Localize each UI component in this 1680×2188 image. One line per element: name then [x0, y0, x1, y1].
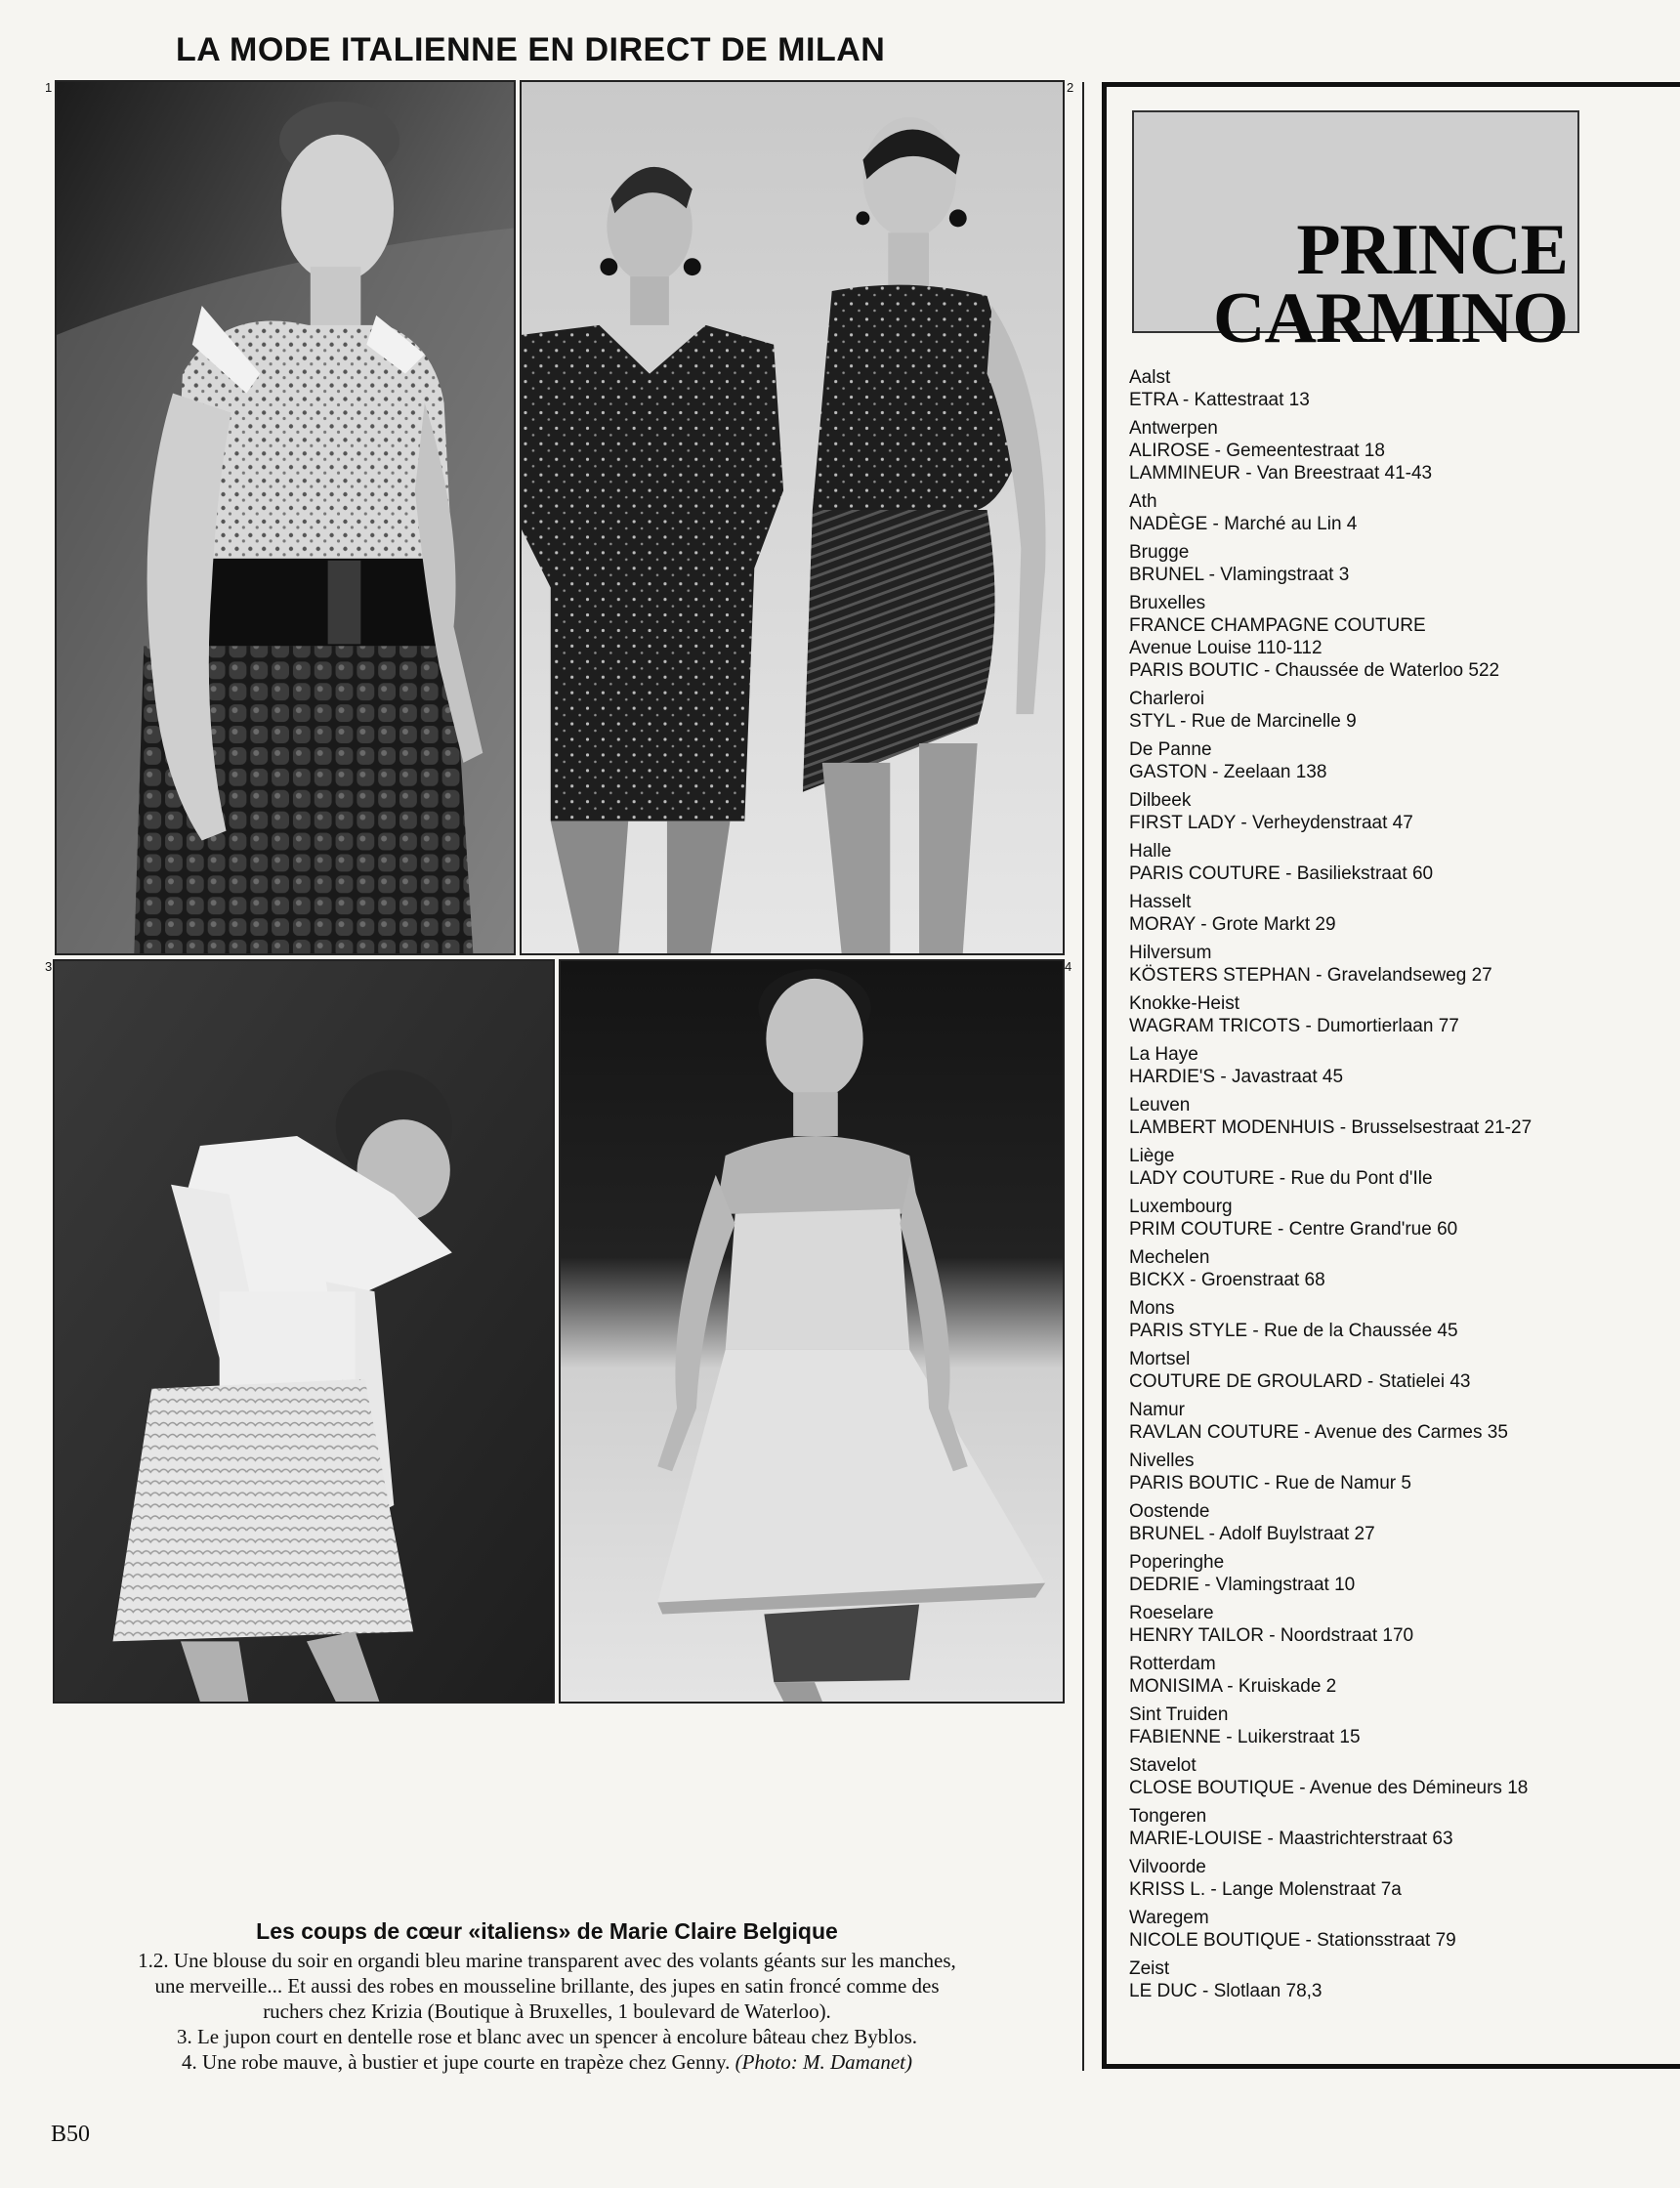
- stockist-entry: [1129, 891, 1676, 936]
- stockist-shop: MONISIMA - Kruiskade 2: [1129, 1676, 1337, 1697]
- stockist-shop: FIRST LADY - Verheydenstraat 47: [1129, 813, 1413, 833]
- stockists-sidebar: [1102, 82, 1680, 2069]
- stockist-shop: KÖSTERS STEPHAN - Gravelandseweg 27: [1129, 965, 1492, 986]
- stockist-entry: [1129, 1704, 1676, 1748]
- stockist-entry: [1129, 592, 1676, 682]
- stockist-entry: [1129, 688, 1676, 733]
- stockist-entry: [1129, 541, 1676, 586]
- stockist-shop: PARIS COUTURE - Basiliekstraat 60: [1129, 863, 1434, 884]
- column-divider: [1082, 82, 1084, 2071]
- caption-title: Les coups de cœur «italiens» de Marie Claire Belgique: [256, 1918, 838, 1944]
- stockist-city: De Panne: [1129, 739, 1212, 760]
- caption-line-5: [39, 2049, 1055, 2075]
- stockist-entry: [1129, 1500, 1676, 1545]
- stockist-entry: [1129, 1399, 1676, 1444]
- stockist-entry: [1129, 992, 1676, 1037]
- stockist-city: Stavelot: [1129, 1755, 1197, 1776]
- stockist-entry: [1129, 366, 1676, 411]
- stockist-city: Roeselare: [1129, 1603, 1214, 1623]
- stockist-city: Antwerpen: [1129, 418, 1218, 439]
- stockist-shop: BRUNEL - Vlamingstraat 3: [1129, 565, 1350, 585]
- stockist-entry: [1129, 490, 1676, 535]
- stockist-city: Hasselt: [1129, 892, 1192, 912]
- stockist-city: Oostende: [1129, 1501, 1210, 1522]
- caption-line-3: ruchers chez Krizia (Boutique à Bruxelles, 1 boulevard de Waterloo).: [263, 1999, 831, 2023]
- stockist-entry: [1129, 417, 1676, 484]
- photo-3-model-lace-skirt-spencer: [53, 959, 555, 1704]
- photo-2-two-models-sequin-dresses: [520, 80, 1065, 955]
- stockist-shop: NICOLE BOUTIQUE - Stationsstraat 79: [1129, 1930, 1456, 1951]
- stockist-shop: NADÈGE - Marché au Lin 4: [1129, 514, 1358, 534]
- stockist-shop: LADY COUTURE - Rue du Pont d'Ile: [1129, 1168, 1433, 1189]
- stockist-city: Rotterdam: [1129, 1654, 1216, 1674]
- stockist-entry: [1129, 1805, 1676, 1850]
- stockist-entry: [1129, 1196, 1676, 1241]
- stockist-city: Luxembourg: [1129, 1197, 1233, 1217]
- caption-line-5-text: 4. Une robe mauve, à bustier et jupe courte en trapèze chez Genny.: [182, 2050, 731, 2074]
- brand-name-line1: PRINCE: [1296, 210, 1568, 290]
- stockist-city: Leuven: [1129, 1095, 1191, 1115]
- page-number: B50: [51, 2122, 91, 2147]
- stockist-shop: PARIS STYLE - Rue de la Chaussée 45: [1129, 1321, 1458, 1341]
- photo-number-4: 4: [1065, 959, 1072, 974]
- stockist-shop: LAMMINEUR - Van Breestraat 41-43: [1129, 463, 1433, 484]
- stockist-entry: [1129, 942, 1676, 987]
- stockist-shop: GASTON - Zeelaan 138: [1129, 762, 1327, 782]
- photo-number-3: 3: [45, 959, 53, 974]
- stockist-entry: [1129, 738, 1676, 783]
- brand-name-line2: CARMINO: [1213, 278, 1568, 358]
- stockist-shop: LAMBERT MODENHUIS - Brusselsestraat 21-27: [1129, 1117, 1533, 1138]
- stockist-shop: PARIS BOUTIC - Chaussée de Waterloo 522: [1129, 660, 1500, 681]
- caption-line-4: 3. Le jupon court en dentelle rose et blanc avec un spencer à encolure bâteau chez Byblos.: [176, 2025, 917, 2048]
- stockist-city: Nivelles: [1129, 1451, 1195, 1471]
- stockist-city: Mechelen: [1129, 1247, 1210, 1268]
- stockist-city: Poperinghe: [1129, 1552, 1225, 1573]
- stockist-shop: PRIM COUTURE - Centre Grand'rue 60: [1129, 1219, 1458, 1240]
- stockist-shop: FABIENNE - Luikerstraat 15: [1129, 1727, 1361, 1747]
- stockist-entry: [1129, 1145, 1676, 1190]
- stockist-shop: STYL - Rue de Marcinelle 9: [1129, 711, 1357, 732]
- stockist-city: Halle: [1129, 841, 1172, 862]
- stockist-entry: [1129, 1246, 1676, 1291]
- stockist-shop: CLOSE BOUTIQUE - Avenue des Démineurs 18: [1129, 1778, 1529, 1798]
- stockist-list: [1129, 366, 1676, 2008]
- page-headline: LA MODE ITALIENNE EN DIRECT DE MILAN: [176, 31, 886, 68]
- stockist-entry: [1129, 840, 1676, 885]
- photo-number-1: 1: [45, 80, 53, 95]
- stockist-city: Aalst: [1129, 367, 1171, 388]
- stockist-entry: [1129, 1297, 1676, 1342]
- stockist-shop: WAGRAM TRICOTS - Dumortierlaan 77: [1129, 1016, 1459, 1036]
- stockist-shop: DEDRIE - Vlamingstraat 10: [1129, 1575, 1356, 1595]
- stockist-city: Sint Truiden: [1129, 1704, 1229, 1725]
- photo-caption: [39, 1918, 1055, 2075]
- stockist-city: Zeist: [1129, 1958, 1170, 1979]
- stockist-city: Namur: [1129, 1400, 1186, 1420]
- stockist-city: Brugge: [1129, 542, 1190, 563]
- stockist-city: Tongeren: [1129, 1806, 1207, 1827]
- stockist-shop: MORAY - Grote Markt 29: [1129, 914, 1336, 935]
- stockist-shop: LE DUC - Slotlaan 78,3: [1129, 1981, 1323, 2001]
- photo-4-model-trapeze-dress: [559, 959, 1065, 1704]
- stockist-shop: FRANCE CHAMPAGNE COUTURE: [1129, 615, 1426, 636]
- stockist-entry: [1129, 1856, 1676, 1901]
- stockist-shop: BRUNEL - Adolf Buylstraat 27: [1129, 1524, 1375, 1544]
- stockist-entry: [1129, 1907, 1676, 1952]
- caption-line-1: 1.2. Une blouse du soir en organdi bleu marine transparent avec des volants géants sur les manches,: [138, 1949, 956, 1972]
- stockist-entry: [1129, 1450, 1676, 1494]
- stockist-city: Waregem: [1129, 1908, 1209, 1928]
- brand-logo: [1132, 110, 1579, 358]
- stockist-city: Dilbeek: [1129, 790, 1192, 811]
- stockist-shop: HARDIE'S - Javastraat 45: [1129, 1067, 1344, 1087]
- stockist-entry: [1129, 1653, 1676, 1698]
- stockist-city: Bruxelles: [1129, 593, 1206, 613]
- stockist-city: La Haye: [1129, 1044, 1198, 1065]
- stockist-shop: ETRA - Kattestraat 13: [1129, 390, 1310, 410]
- caption-line-2: une merveille... Et aussi des robes en mousseline brillante, des jupes en satin froncé comme des: [154, 1974, 940, 1998]
- stockist-entry: [1129, 1551, 1676, 1596]
- photo-number-2: 2: [1067, 80, 1074, 95]
- photo-1-model-belted-dress: [55, 80, 516, 955]
- stockist-shop: COUTURE DE GROULARD - Statielei 43: [1129, 1371, 1471, 1392]
- stockist-city: Charleroi: [1129, 689, 1205, 709]
- stockist-entry: [1129, 1094, 1676, 1139]
- stockist-shop: ALIROSE - Gemeentestraat 18: [1129, 441, 1385, 461]
- stockist-shop: HENRY TAILOR - Noordstraat 170: [1129, 1625, 1414, 1646]
- stockist-entry: [1129, 1348, 1676, 1393]
- stockist-entry: [1129, 1043, 1676, 1088]
- stockist-shop: BICKX - Groenstraat 68: [1129, 1270, 1325, 1290]
- photo-credit: (Photo: M. Damanet): [735, 2050, 912, 2074]
- stockist-shop: Avenue Louise 110-112: [1129, 638, 1323, 658]
- stockist-shop: PARIS BOUTIC - Rue de Namur 5: [1129, 1473, 1411, 1494]
- stockist-city: Mons: [1129, 1298, 1175, 1319]
- stockist-city: Liège: [1129, 1146, 1175, 1166]
- stockist-city: Knokke-Heist: [1129, 993, 1239, 1014]
- stockist-shop: KRISS L. - Lange Molenstraat 7a: [1129, 1879, 1402, 1900]
- stockist-entry: [1129, 789, 1676, 834]
- stockist-city: Ath: [1129, 491, 1157, 512]
- stockist-shop: MARIE-LOUISE - Maastrichterstraat 63: [1129, 1829, 1453, 1849]
- stockist-city: Mortsel: [1129, 1349, 1191, 1369]
- stockist-entry: [1129, 1957, 1676, 2002]
- stockist-shop: RAVLAN COUTURE - Avenue des Carmes 35: [1129, 1422, 1508, 1443]
- stockist-city: Hilversum: [1129, 943, 1212, 963]
- stockist-entry: [1129, 1602, 1676, 1647]
- stockist-city: Vilvoorde: [1129, 1857, 1206, 1877]
- stockist-entry: [1129, 1754, 1676, 1799]
